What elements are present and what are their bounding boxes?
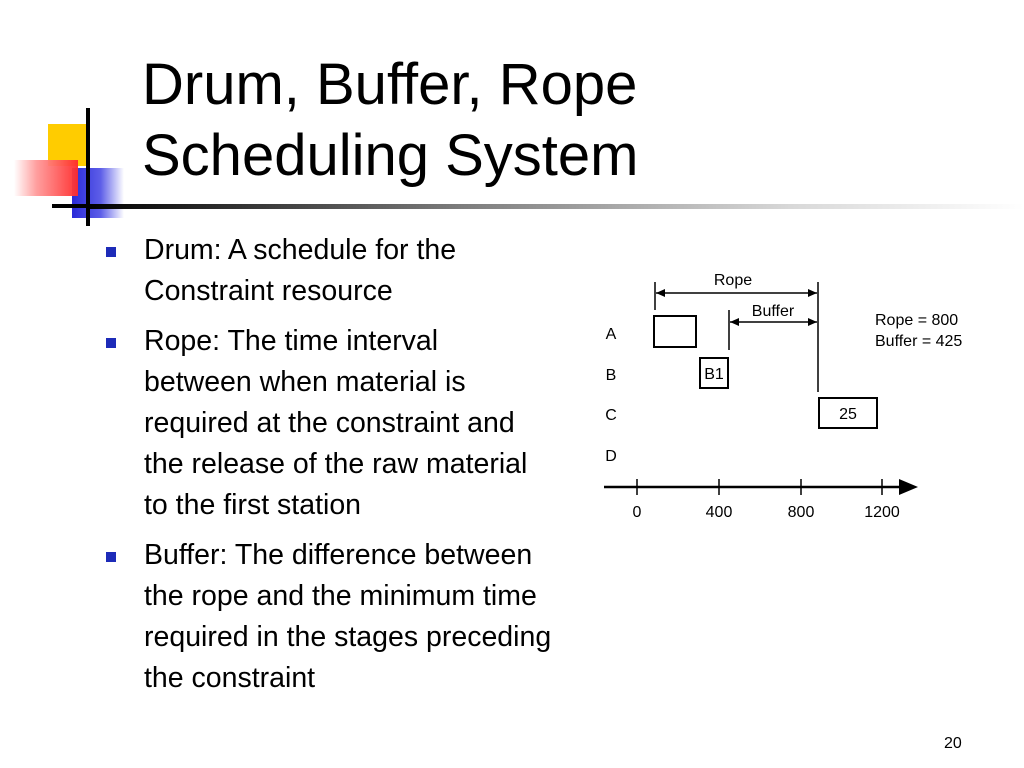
bullet-square-icon (106, 338, 116, 348)
slide-title-line-1: Drum, Buffer, Rope (142, 52, 638, 117)
bullet-item-buffer (102, 535, 552, 699)
bullet-text-buffer: Buffer: The difference between the rope and the minimum time required in the stages preceding the constraint (144, 539, 552, 694)
slide-logo-decoration (0, 0, 140, 230)
row-label-b: B (605, 367, 617, 384)
axis-tick-label-0: 0 (632, 504, 642, 521)
drum-buffer-rope-diagram (596, 262, 963, 532)
buffer-label: Buffer (751, 303, 795, 320)
logo-blue-square (72, 168, 124, 218)
logo-red-square (14, 160, 78, 196)
task-label-c: 25 (839, 406, 857, 423)
bullet-text-drum: Drum: A schedule for the Constraint resource (144, 234, 457, 307)
axis-tick-label-400: 400 (705, 504, 733, 521)
row-label-a: A (605, 326, 617, 343)
row-label-d: D (605, 448, 617, 465)
page-number: 20 (944, 735, 962, 752)
bullet-item-rope (102, 321, 552, 526)
slide-title (142, 50, 638, 192)
legend-rope-value: Rope = 800 (875, 312, 959, 329)
bullet-text-rope: Rope: The time interval between when material is required at the constraint and the release of the raw material to the first station (144, 325, 528, 521)
bullet-square-icon (106, 552, 116, 562)
axis-tick-label-800: 800 (787, 504, 815, 521)
rope-label: Rope (713, 272, 753, 289)
bullet-list (102, 230, 552, 708)
time-axis-arrow-icon (899, 479, 918, 495)
task-box-a (654, 316, 696, 347)
bullet-square-icon (106, 247, 116, 257)
axis-tick-label-1200: 1200 (864, 504, 900, 521)
slide-title-line-2: Scheduling System (142, 122, 639, 188)
title-underline (88, 204, 1024, 209)
task-label-b1: B1 (704, 366, 724, 383)
row-label-c: C (605, 407, 617, 424)
bullet-item-drum (102, 230, 552, 312)
legend-buffer-value: Buffer = 425 (875, 333, 963, 350)
